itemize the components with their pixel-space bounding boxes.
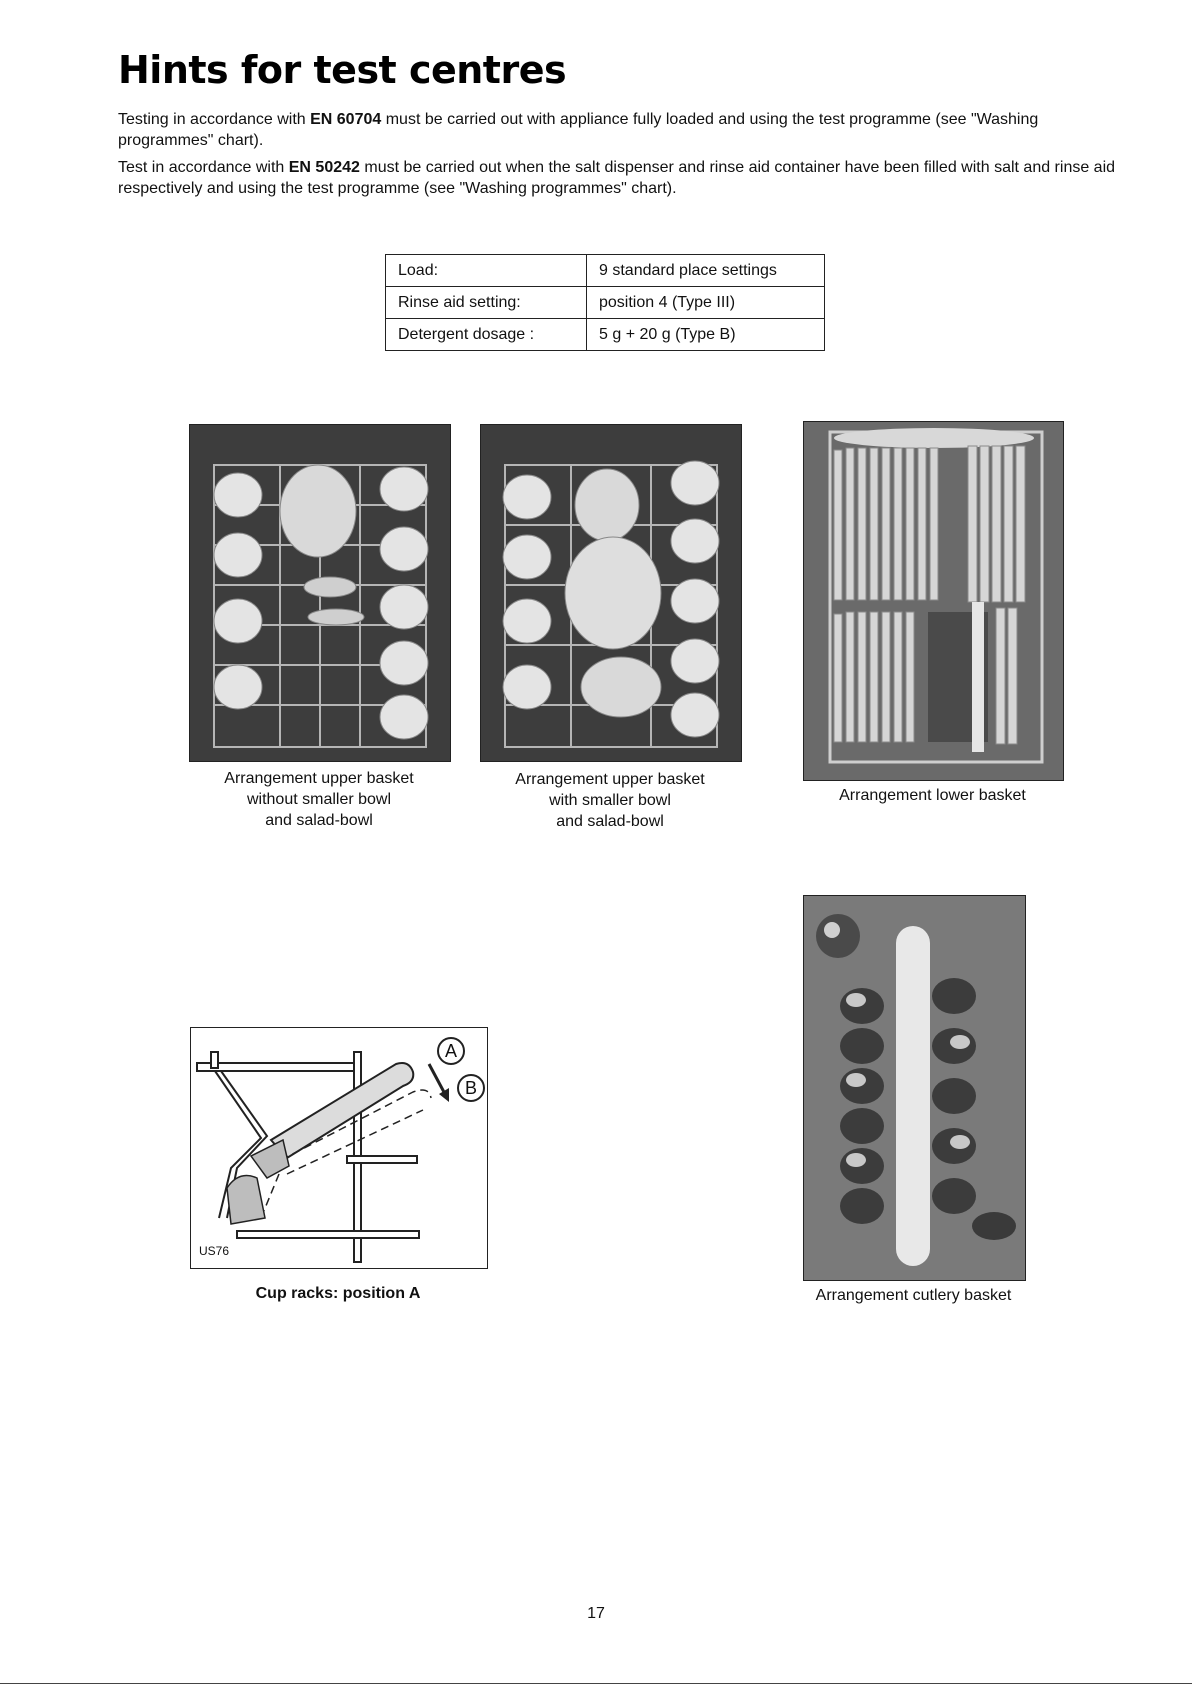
marker-b: B — [464, 1078, 478, 1098]
setting-value: 5 g + 20 g (Type B) — [587, 319, 825, 351]
page-number: 17 — [587, 1605, 605, 1622]
intro-paragraph-en60704: Testing in accordance with EN 60704 must be carried out with appliance fully loaded and using the test programme (see "Washing programmes" chart). — [118, 111, 1039, 149]
photo-cutlery-basket — [803, 895, 1026, 1281]
caption-cutlery-basket: Arrangement cutlery basket — [815, 1287, 1012, 1304]
standard-en50242: EN 50242 — [288, 159, 360, 176]
intro-paragraph-en50242: Test in accordance with EN 50242 must be carried out when the salt dispenser and rinse aid container have been filled with salt and rinse aid respectively and using the test programme (see "Washing programmes" chart). — [118, 159, 1116, 197]
marker-a: A — [444, 1041, 458, 1061]
setting-value: 9 standard place settings — [587, 255, 825, 287]
photo-upper-basket-without-bowl — [189, 424, 451, 762]
setting-value: position 4 (Type III) — [587, 287, 825, 319]
page-title: Hints for test centres — [118, 48, 567, 92]
page-bottom-rule — [0, 1683, 1192, 1684]
table-row — [386, 255, 825, 287]
diagram-code: US76 — [199, 1244, 230, 1258]
setting-label: Rinse aid setting: — [386, 287, 587, 319]
photo-upper-basket-with-bowl — [480, 424, 742, 762]
diagram-cup-racks — [190, 1027, 488, 1269]
table-row — [386, 319, 825, 351]
photo-lower-basket — [803, 421, 1064, 781]
table-row — [386, 287, 825, 319]
caption-lower-basket: Arrangement lower basket — [839, 787, 1026, 804]
caption-cup-racks: Cup racks: position A — [255, 1285, 421, 1302]
test-settings-table — [385, 254, 825, 351]
caption-upper-basket-without-bowl: Arrangement upper basket without smaller bowl and salad-bowl — [224, 770, 414, 829]
standard-en60704: EN 60704 — [310, 111, 382, 128]
setting-label: Load: — [386, 255, 587, 287]
caption-upper-basket-with-bowl: Arrangement upper basket with smaller bowl and salad-bowl — [515, 771, 705, 830]
setting-label: Detergent dosage : — [386, 319, 587, 351]
